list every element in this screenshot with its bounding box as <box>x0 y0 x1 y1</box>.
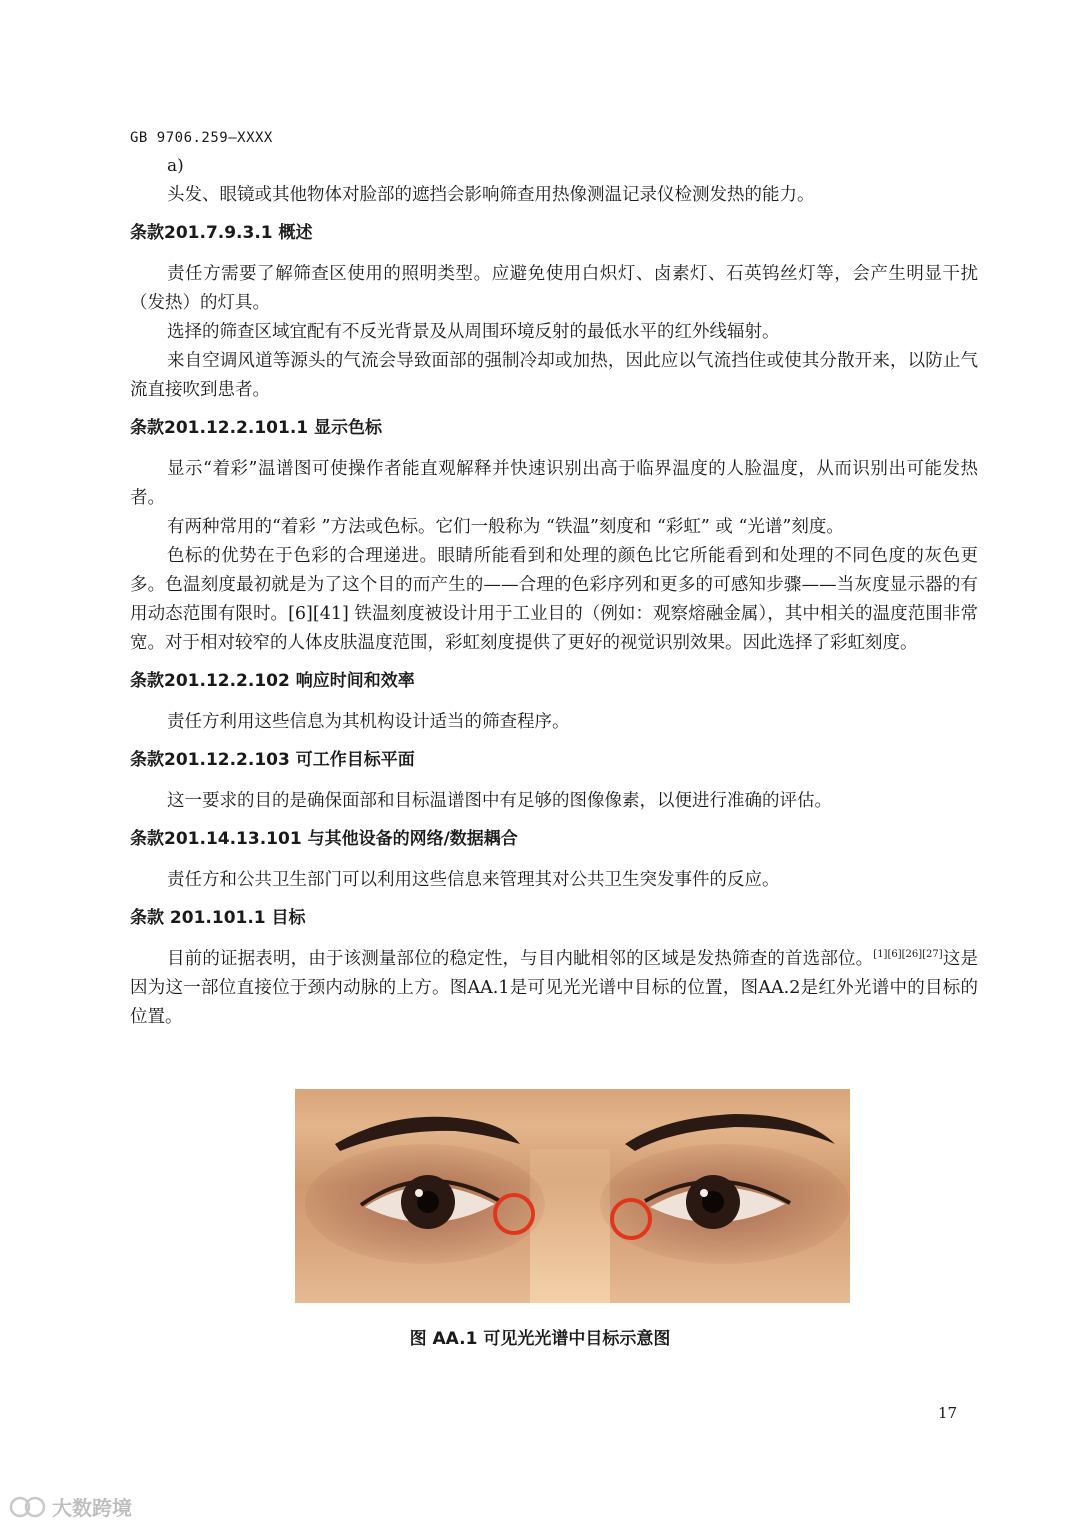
document-code: GB 9706.259—XXXX <box>130 130 273 146</box>
eyes-figure-image <box>295 1089 850 1303</box>
paragraph: 责任方需要了解筛查区使用的照明类型。应避免使用白炽灯、卤素灯、石英钨丝灯等，会产生明显干扰（发热）的灯具。 <box>130 264 978 313</box>
section-heading: 条款201.12.2.103 可工作目标平面 <box>130 750 415 770</box>
item-label-a: a) <box>167 156 184 176</box>
target-paragraph-start: 目前的证据表明，由于该测量部位的稳定性，与目内眦相邻的区域是发热筛查的首选部位。 <box>167 949 874 969</box>
paragraph: 有两种常用的“着彩 ”方法或色标。它们一般称为 “铁温”刻度和 “彩虹” 或 “光谱”刻度。 <box>167 517 844 537</box>
watermark-text: 大数跨境 <box>52 1496 132 1520</box>
eyes-illustration <box>295 1089 850 1303</box>
section-heading: 条款 201.101.1 目标 <box>130 908 306 928</box>
paragraph: 责任方和公共卫生部门可以利用这些信息来管理其对公共卫生突发事件的反应。 <box>167 870 780 890</box>
paragraph: 责任方利用这些信息为其机构设计适当的筛查程序。 <box>167 712 570 732</box>
section-heading: 条款201.7.9.3.1 概述 <box>130 223 313 243</box>
intro-paragraph: 头发、眼镜或其他物体对脸部的遮挡会影响筛查用热像测温记录仪检测发热的能力。 <box>167 185 815 205</box>
paragraph: 色标的优势在于色彩的合理递进。眼睛所能看到和处理的颜色比它所能看到和处理的不同色度的灰色更多。色温刻度最初就是为了这个目的而产生的——合理的色彩序列和更多的可感知步骤——当灰度显示器的有用动态范围有限时。[6][41] 铁温刻度被设计用于工业目的（例如：观察熔融金属），其中相关的温度范围非常宽。对于相对较窄的人体皮肤温度范围，彩虹刻度提供了更好的视觉识别效果。因此选择了彩虹刻度。 <box>130 546 978 653</box>
paragraph: 来自空调风道等源头的气流会导致面部的强制冷却或加热，因此应以气流挡住或使其分散开来，以防止气流直接吹到患者。 <box>130 351 978 400</box>
paragraph: 这一要求的目的是确保面部和目标温谱图中有足够的图像像素，以便进行准确的评估。 <box>167 791 832 811</box>
paragraph: 显示“着彩”温谱图可使操作者能直观解释并快速识别出高于临界温度的人脸温度，从而识别出可能发热者。 <box>130 459 978 508</box>
section-heading: 条款201.14.13.101 与其他设备的网络/数据耦合 <box>130 829 518 849</box>
target-paragraph <box>130 945 978 1032</box>
watermark <box>8 1492 132 1521</box>
section-heading: 条款201.12.2.101.1 显示色标 <box>130 418 383 438</box>
page-number: 17 <box>938 1404 958 1422</box>
figure-caption: 图 AA.1 可见光光谱中目标示意图 <box>409 1329 671 1349</box>
paragraph: 选择的筛查区域宜配有不反光背景及从周围环境反射的最低水平的红外线辐射。 <box>167 322 780 342</box>
target-paragraph-end: 这是因为这一部位直接位于颈内动脉的上方。图AA.1是可见光光谱中目标的位置，图AA.2是红外光谱中的目标的位置。 <box>130 949 979 1027</box>
section-heading: 条款201.12.2.102 响应时间和效率 <box>130 671 415 691</box>
watermark-logo-icon <box>8 1495 48 1519</box>
reference-citations: [1][6][26][27] <box>873 949 943 961</box>
page-content <box>130 150 978 1032</box>
